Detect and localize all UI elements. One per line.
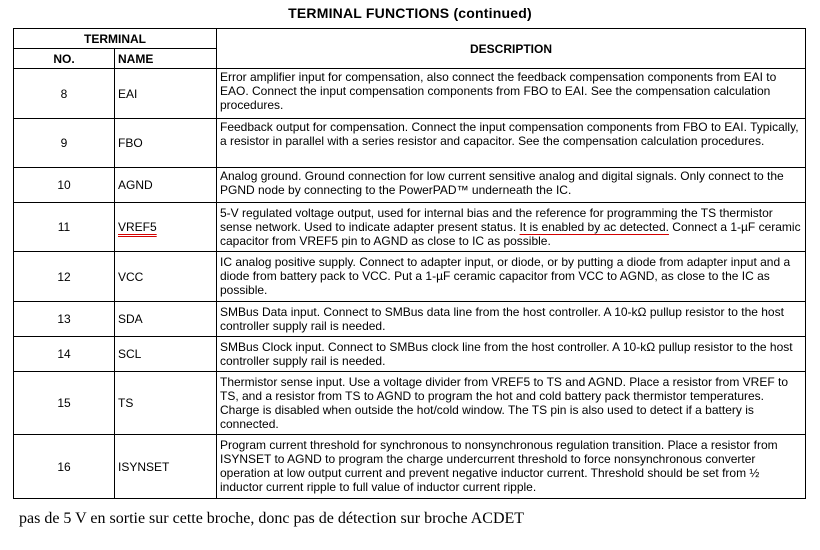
row-no: 8 bbox=[14, 69, 115, 119]
row-description bbox=[217, 203, 806, 252]
table-row bbox=[14, 119, 806, 168]
row-description: IC analog positive supply. Connect to adapter input, or diode, or by putting a diode from adapter input and a diode from battery pack to VCC. Put a 1-µF ceramic capacitor from VCC to AGND, as close to the IC as possible. bbox=[217, 252, 806, 302]
underlined-pin-name: VREF5 bbox=[118, 220, 157, 234]
terminal-functions-table bbox=[13, 28, 806, 499]
row-description: Analog ground. Ground connection for low current sensitive analog and digital signals. Only connect to the PGND node by connecting to the PowerPAD™ underneath the IC. bbox=[217, 168, 806, 203]
row-description: SMBus Clock input. Connect to SMBus clock line from the host controller. A 10-kΩ pullup resistor to the host controller supply rail is needed. bbox=[217, 337, 806, 372]
row-name: TS bbox=[115, 372, 217, 435]
table-row bbox=[14, 203, 806, 252]
row-name: EAI bbox=[115, 69, 217, 119]
header-name: NAME bbox=[115, 49, 217, 69]
row-name: SCL bbox=[115, 337, 217, 372]
page-title: TERMINAL FUNCTIONS (continued) bbox=[288, 5, 532, 21]
header-no: NO. bbox=[14, 49, 115, 69]
table-row bbox=[14, 252, 806, 302]
row-name: FBO bbox=[115, 119, 217, 168]
table-row bbox=[14, 435, 806, 499]
row-no: 9 bbox=[14, 119, 115, 168]
table-row bbox=[14, 302, 806, 337]
row-no: 10 bbox=[14, 168, 115, 203]
row-name: AGND bbox=[115, 168, 217, 203]
row-no: 12 bbox=[14, 252, 115, 302]
table-row bbox=[14, 372, 806, 435]
row-description: Error amplifier input for compensation, also connect the feedback compensation components from EAI to EAO. Connect the input compensation components from FBO to EAI. See the compensation calculation procedures. bbox=[217, 69, 806, 119]
row-name bbox=[115, 203, 217, 252]
row-description: Thermistor sense input. Use a voltage divider from VREF5 to TS and AGND. Place a resistor from VREF to TS, and a resistor from TS to AGND to program the hot and cold battery pack thermistor temperatures. Charge is disabled when outside the hot/cold window. The TS pin is also used to detect if a battery is connected. bbox=[217, 372, 806, 435]
header-terminal: TERMINAL bbox=[14, 29, 217, 49]
row-no: 14 bbox=[14, 337, 115, 372]
header-description: DESCRIPTION bbox=[217, 29, 806, 69]
row-description: Feedback output for compensation. Connect the input compensation components from FBO to EAI. Typically, a resistor in parallel with a series resistor and capacitor. See the compensation calculation procedures. bbox=[217, 119, 806, 168]
table-row bbox=[14, 69, 806, 119]
row-no: 11 bbox=[14, 203, 115, 252]
desc-text: Connect a 1-µF ceramic capacitor from VREF5 pin to AGND as close to IC as possible. bbox=[220, 220, 801, 248]
table-row bbox=[14, 168, 806, 203]
row-no: 13 bbox=[14, 302, 115, 337]
row-no: 16 bbox=[14, 435, 115, 499]
row-name: ISYNSET bbox=[115, 435, 217, 499]
row-no: 15 bbox=[14, 372, 115, 435]
underlined-annotation-text: It is enabled by ac detected. bbox=[519, 220, 669, 234]
handwritten-note: pas de 5 V en sortie sur cette broche, donc pas de détection sur broche ACDET bbox=[19, 510, 525, 527]
row-description: SMBus Data input. Connect to SMBus data line from the host controller. A 10-kΩ pullup resistor to the host controller supply rail is needed. bbox=[217, 302, 806, 337]
desc-text: 5-V regulated voltage output, used for internal bias and the reference for programming the TS thermistor sense network. Used to indicate adapter present status. bbox=[220, 206, 773, 234]
table-row bbox=[14, 337, 806, 372]
row-name: SDA bbox=[115, 302, 217, 337]
row-description: Program current threshold for synchronous to nonsynchronous regulation transition. Place a resistor from ISYNSET to AGND to program the charge undercurrent threshold to force nonsynchronous converter operation at low output current and prevent negative inductor current. Threshold should be set from ½ inductor current ripple to full value of inductor current ripple. bbox=[217, 435, 806, 499]
row-name: VCC bbox=[115, 252, 217, 302]
